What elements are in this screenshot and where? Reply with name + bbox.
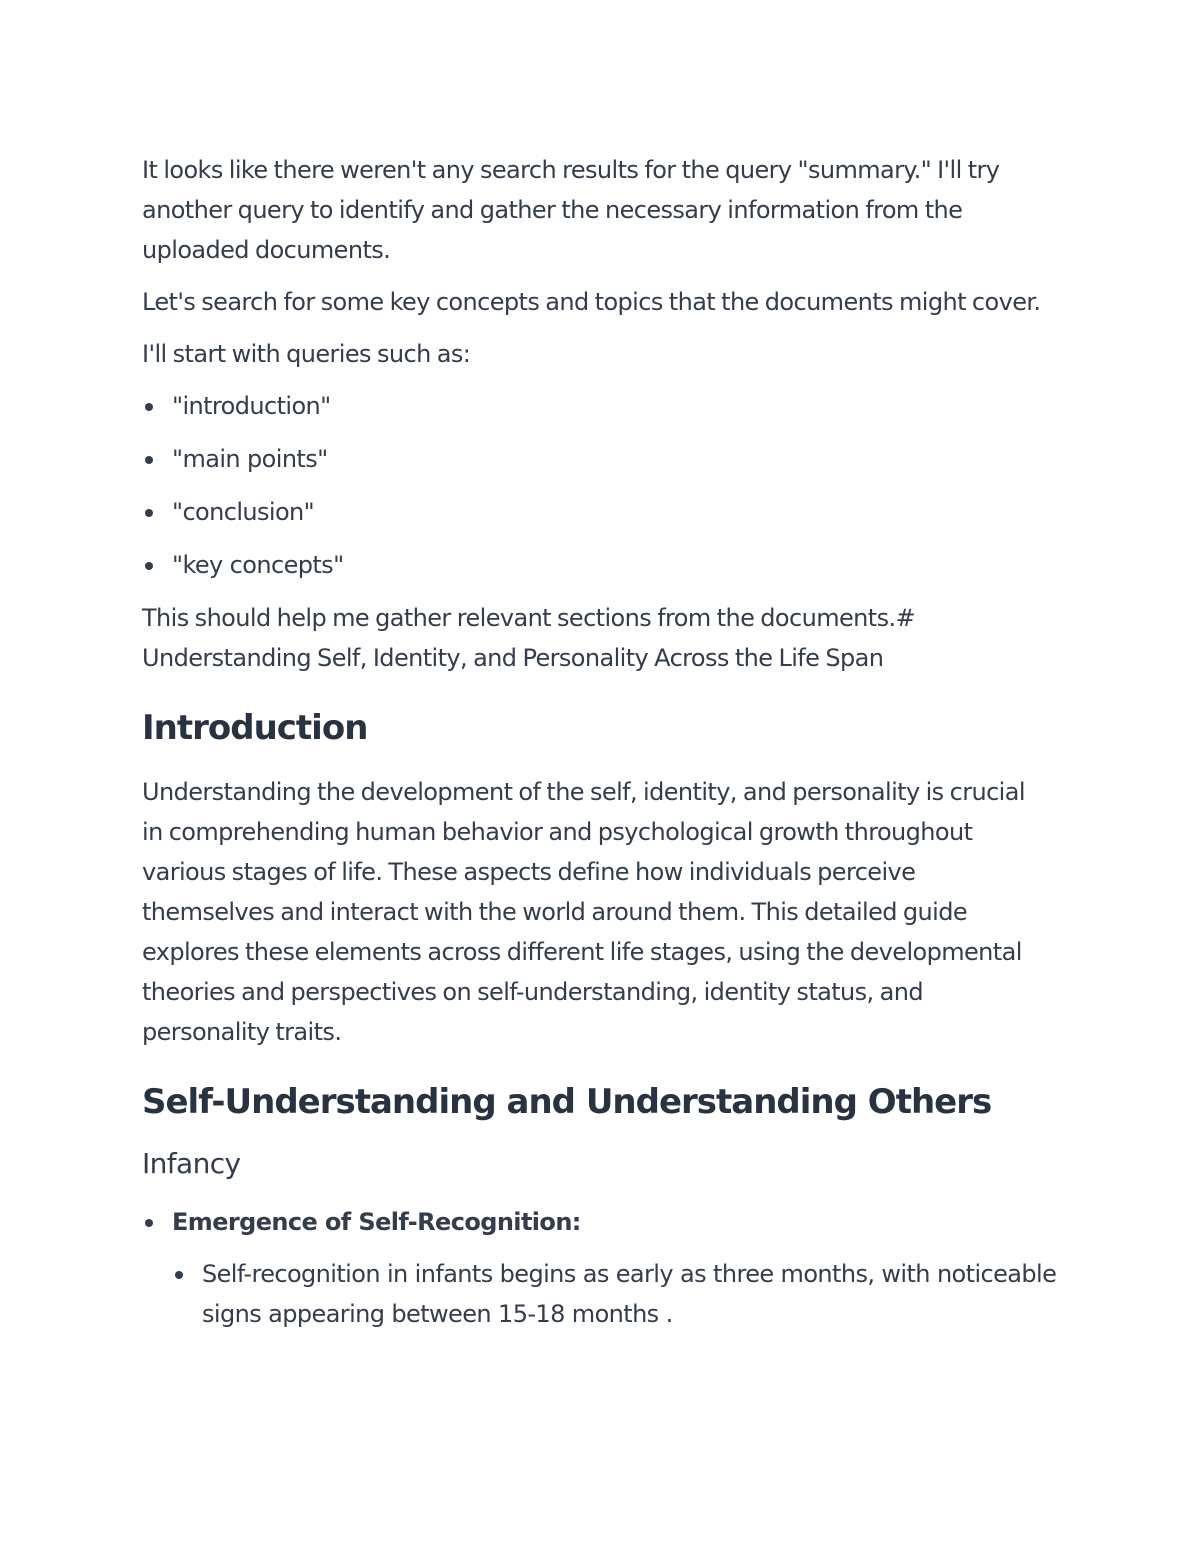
- list-item: "conclusion": [142, 492, 1062, 532]
- list-item: "introduction": [142, 386, 1062, 426]
- query-list: [142, 386, 1062, 585]
- infancy-list: [142, 1202, 1062, 1334]
- item-title: Emergence of Self-Recognition:: [172, 1208, 581, 1236]
- document-page: [142, 150, 1062, 1347]
- heading-self-understanding: Self-Understanding and Understanding Others: [142, 1082, 992, 1122]
- list-item: "main points": [142, 439, 1062, 479]
- heading-introduction: Introduction: [142, 708, 368, 748]
- paragraph-gather: This should help me gather relevant sections from the documents.# Understanding Self, Identity, and Personality Across the Life Span: [142, 604, 916, 672]
- paragraph-queries-intro: I'll start with queries such as:: [142, 340, 471, 368]
- paragraph-introduction: Understanding the development of the self, identity, and personality is crucial in comprehending human behavior and psychological growth throughout various stages of life. These aspects define how individuals perceive themselves and interact with the world around them. This detailed guide explores these elements across different life stages, using the developmental theories and perspectives on self-understanding, identity status, and personality traits.: [142, 778, 1025, 1046]
- paragraph-key-concepts: Let's search for some key concepts and topics that the documents might cover.: [142, 288, 1041, 316]
- paragraph-search-result: It looks like there weren't any search results for the query "summary." I'll try another query to identify and gather the necessary information from the uploaded documents.: [142, 156, 1000, 264]
- subheading-infancy: Infancy: [142, 1147, 241, 1180]
- sub-list: [172, 1254, 1062, 1334]
- list-item: [142, 1202, 1062, 1334]
- list-item: "key concepts": [142, 545, 1062, 585]
- list-item: Self-recognition in infants begins as early as three months, with noticeable signs appearing between 15-18 months .: [172, 1254, 1062, 1334]
